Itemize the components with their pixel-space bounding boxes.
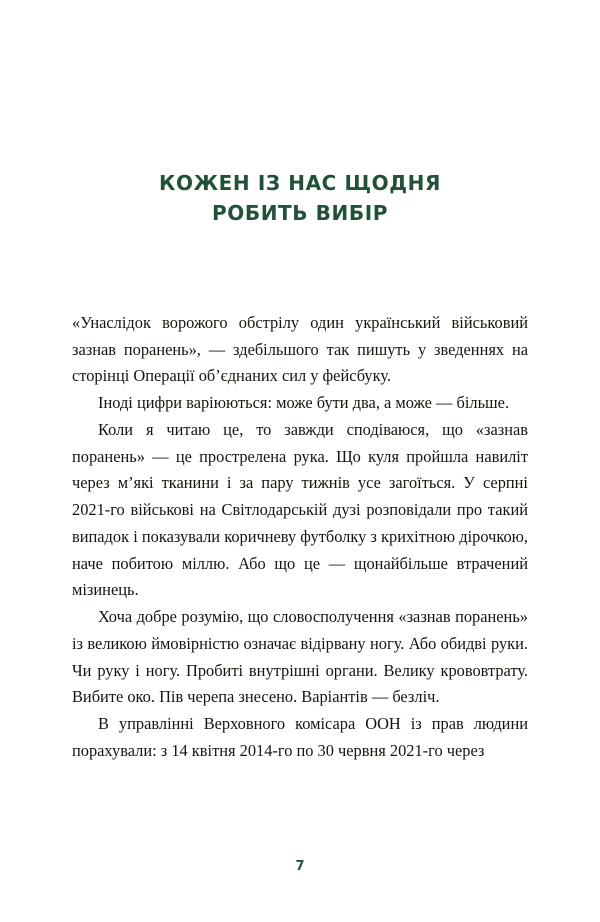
chapter-title [72,168,528,228]
paragraph: Хоча добре розумію, що словосполучення «зазнав поранень» із великою ймовірністю означає відірвану ногу. Або обидві руки. Чи руку і ногу. Пробиті внутрішні органи. Велику крововтрату. Вибите око. Пів черепа знесено. Варіантів — безліч. [72,607,528,707]
paragraph: Коли я читаю це, то завжди сподіваюся, що «зазнав поранень» — це прострелена рука. Що куля пройшла навиліт через м’які тканини і за пару тижнів усе загоїться. У серпні 2021-го військові на Світлодарській дузі розповідали про такий випадок і показували коричневу футболку з крихітною дірочкою, наче побитою міллю. Або що це — щонайбільше втрачений мізинець. [72,419,528,600]
paragraph: «Унаслідок ворожого обстрілу один український військовий зазнав поранень», — здебільшого так пишуть у зведеннях на сторінці Операції об’єднаних сил у фейсбуку. [72,313,528,386]
page-number: 7 [295,859,305,874]
body-text [72,310,528,764]
chapter-title-line-1: КОЖЕН ІЗ НАС ЩОДНЯ [159,171,441,195]
paragraph: Іноді цифри варіюються: може бути два, а може — більше. [98,393,510,413]
chapter-title-line-2: РОБИТЬ ВИБІР [211,201,389,225]
paragraph: В управлінні Верховного комісара ООН із прав людини порахували: з 14 квітня 2014-го по 30 червня 2021-го через [72,714,528,760]
